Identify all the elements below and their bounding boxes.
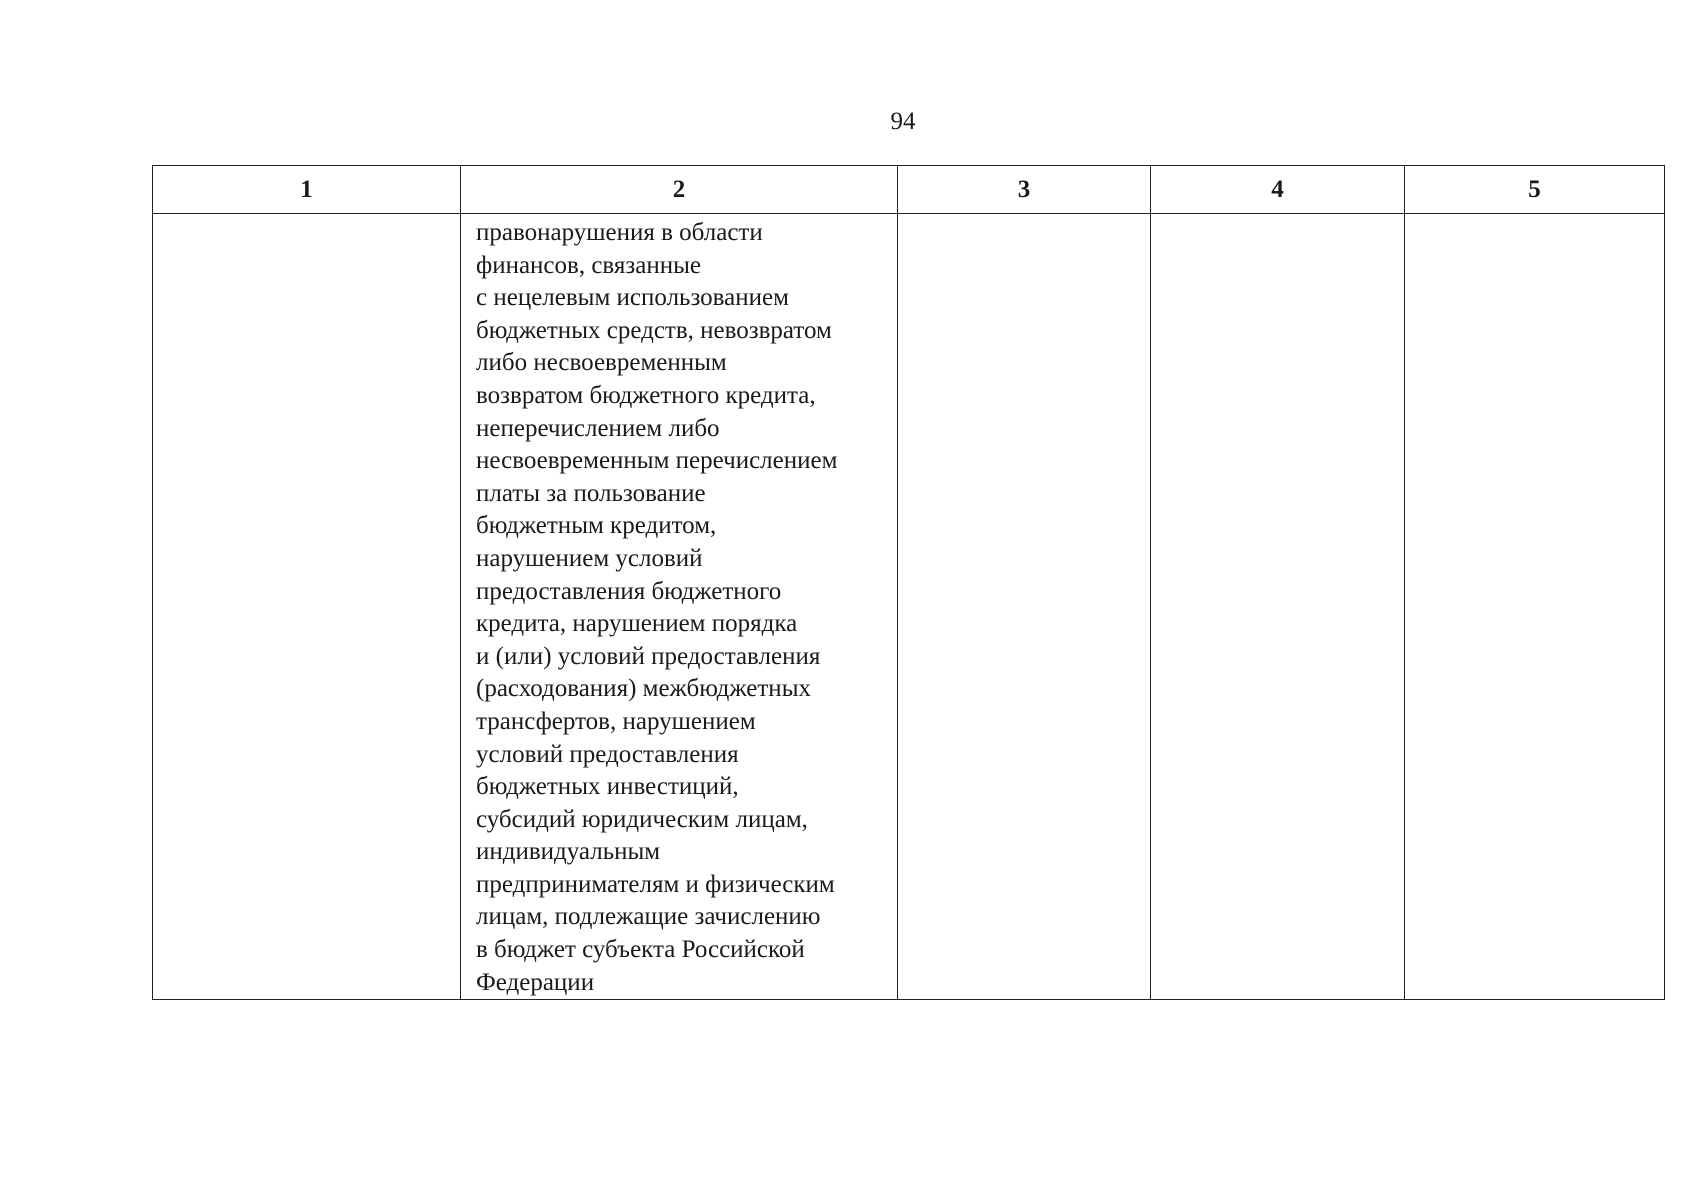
text-line: либо несвоевременным [476, 349, 727, 377]
text-line: предпринимателям и физическим [476, 870, 835, 898]
text-line: индивидуальным [476, 838, 661, 866]
column-header-5: 5 [1405, 166, 1665, 214]
table-row [153, 214, 1665, 1000]
text-line: субсидий юридическим лицам, [476, 805, 808, 833]
column-header-3: 3 [898, 166, 1151, 214]
text-line: бюджетных средств, невозвратом [476, 316, 832, 344]
table-header-row [153, 166, 1665, 214]
text-line: предоставления бюджетного [476, 577, 782, 605]
text-line: условий предоставления [476, 740, 739, 768]
page-number: 94 [890, 108, 916, 135]
column-header-1: 1 [153, 166, 461, 214]
table-cell-col2 [461, 214, 898, 1000]
text-line: возвратом бюджетного кредита, [476, 381, 816, 409]
text-line: бюджетных инвестиций, [476, 773, 739, 801]
column-header-4: 4 [1151, 166, 1405, 214]
text-line: правонарушения в области [476, 219, 763, 246]
text-line: Федерации [476, 968, 595, 996]
text-line: с нецелевым использованием [476, 284, 789, 312]
text-line: несвоевременным перечислением [476, 447, 838, 475]
table-cell-col4 [1151, 214, 1405, 1000]
table-cell-col1 [153, 214, 461, 1000]
column-header-2: 2 [461, 166, 898, 214]
table-cell-col5 [1405, 214, 1665, 1000]
text-line: и (или) условий предоставления [476, 642, 821, 670]
document-table [152, 165, 1665, 1000]
text-line: нарушением условий [476, 544, 703, 572]
text-line: бюджетным кредитом, [476, 512, 717, 540]
text-line: в бюджет субъекта Российской [476, 936, 805, 964]
text-line: трансфертов, нарушением [476, 707, 756, 735]
text-line: (расходования) межбюджетных [476, 675, 811, 703]
text-line: финансов, связанные [476, 251, 702, 279]
cell-description-text [461, 214, 897, 999]
text-line: кредита, нарушением порядка [476, 610, 798, 638]
text-line: платы за пользование [476, 479, 706, 507]
text-line: лицам, подлежащие зачислению [476, 903, 821, 931]
table-cell-col3 [898, 214, 1151, 1000]
text-line: неперечислением либо [476, 414, 720, 442]
